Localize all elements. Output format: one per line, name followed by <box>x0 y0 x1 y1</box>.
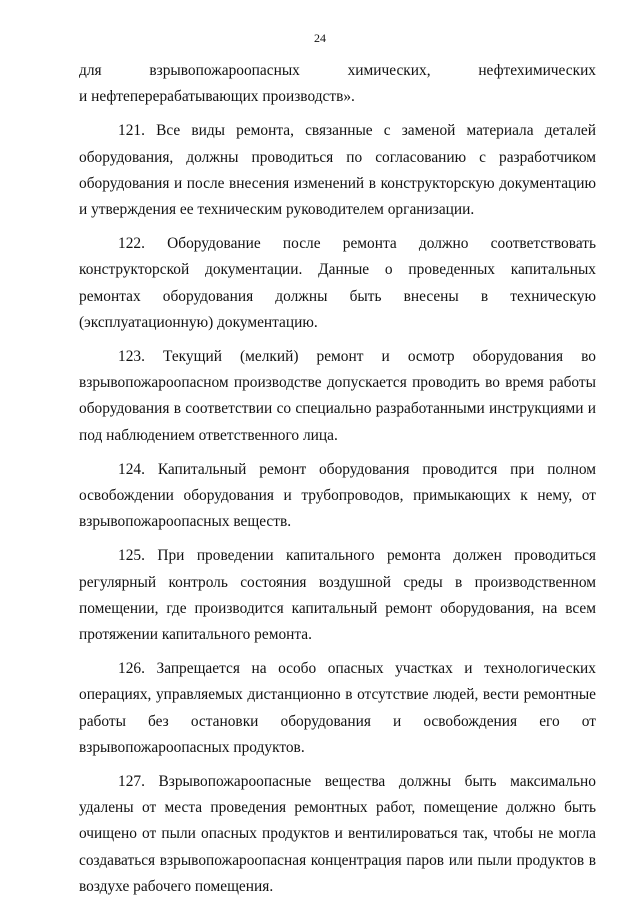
word: нефтехимических <box>478 62 596 79</box>
word: химических, <box>347 62 431 79</box>
document-body <box>79 58 596 900</box>
paragraph-121: 121. Все виды ремонта, связанные с заменой материала деталей оборудования, должны проводиться по согласованию с разработчиком оборудования и после внесения изменений в конструкторскую документацию и утверждения ее техническим руководителем организации. <box>79 122 596 219</box>
word: для <box>79 62 102 79</box>
paragraph-125: 125. При проведении капитального ремонта должен проводиться регулярный контроль состояния воздушной среды в производственном помещении, где производится капитальный ремонт оборудования, на всем протяжении капитального ремонта. <box>79 547 596 644</box>
paragraph-127: 127. Взрывопожароопасные вещества должны быть максимально удалены от места проведения ремонтных работ, помещение должно быть очищено от пыли опасных продуктов и вентилироваться так, чтобы не могла создаваться взрывопожароопасная концентрация паров или пыли продуктов в воздухе рабочего помещения. <box>79 773 596 895</box>
paragraph-124: 124. Капитальный ремонт оборудования проводится при полном освобождении оборудования и трубопроводов, примыкающих к нему, от взрывопожароопасных веществ. <box>79 460 596 531</box>
page-number: 24 <box>314 31 326 45</box>
paragraph-126: 126. Запрещается на особо опасных участках и технологических операциях, управляемых дистанционно в отсутствие людей, вести ремонтные работы без остановки оборудования и освобождения его от взрывопожароопасных продуктов. <box>79 660 596 756</box>
continuation-line-2: и нефтеперерабатывающих производств». <box>79 88 355 106</box>
continuation-line-1 <box>79 58 596 84</box>
paragraph-continuation <box>79 58 596 110</box>
paragraph-122: 122. Оборудование после ремонта должно соответствовать конструкторской документации. Данные о проведенных капитальных ремонтах оборудования должны быть внесены в техническую (эксплуатационную) документацию. <box>79 235 596 331</box>
paragraph-123: 123. Текущий (мелкий) ремонт и осмотр оборудования во взрывопожароопасном производстве допускается проводить во время работы оборудования в соответствии со специально разработанными инструкциями и под наблюдением ответственного лица. <box>79 348 596 444</box>
word: взрывопожароопасных <box>149 62 300 79</box>
